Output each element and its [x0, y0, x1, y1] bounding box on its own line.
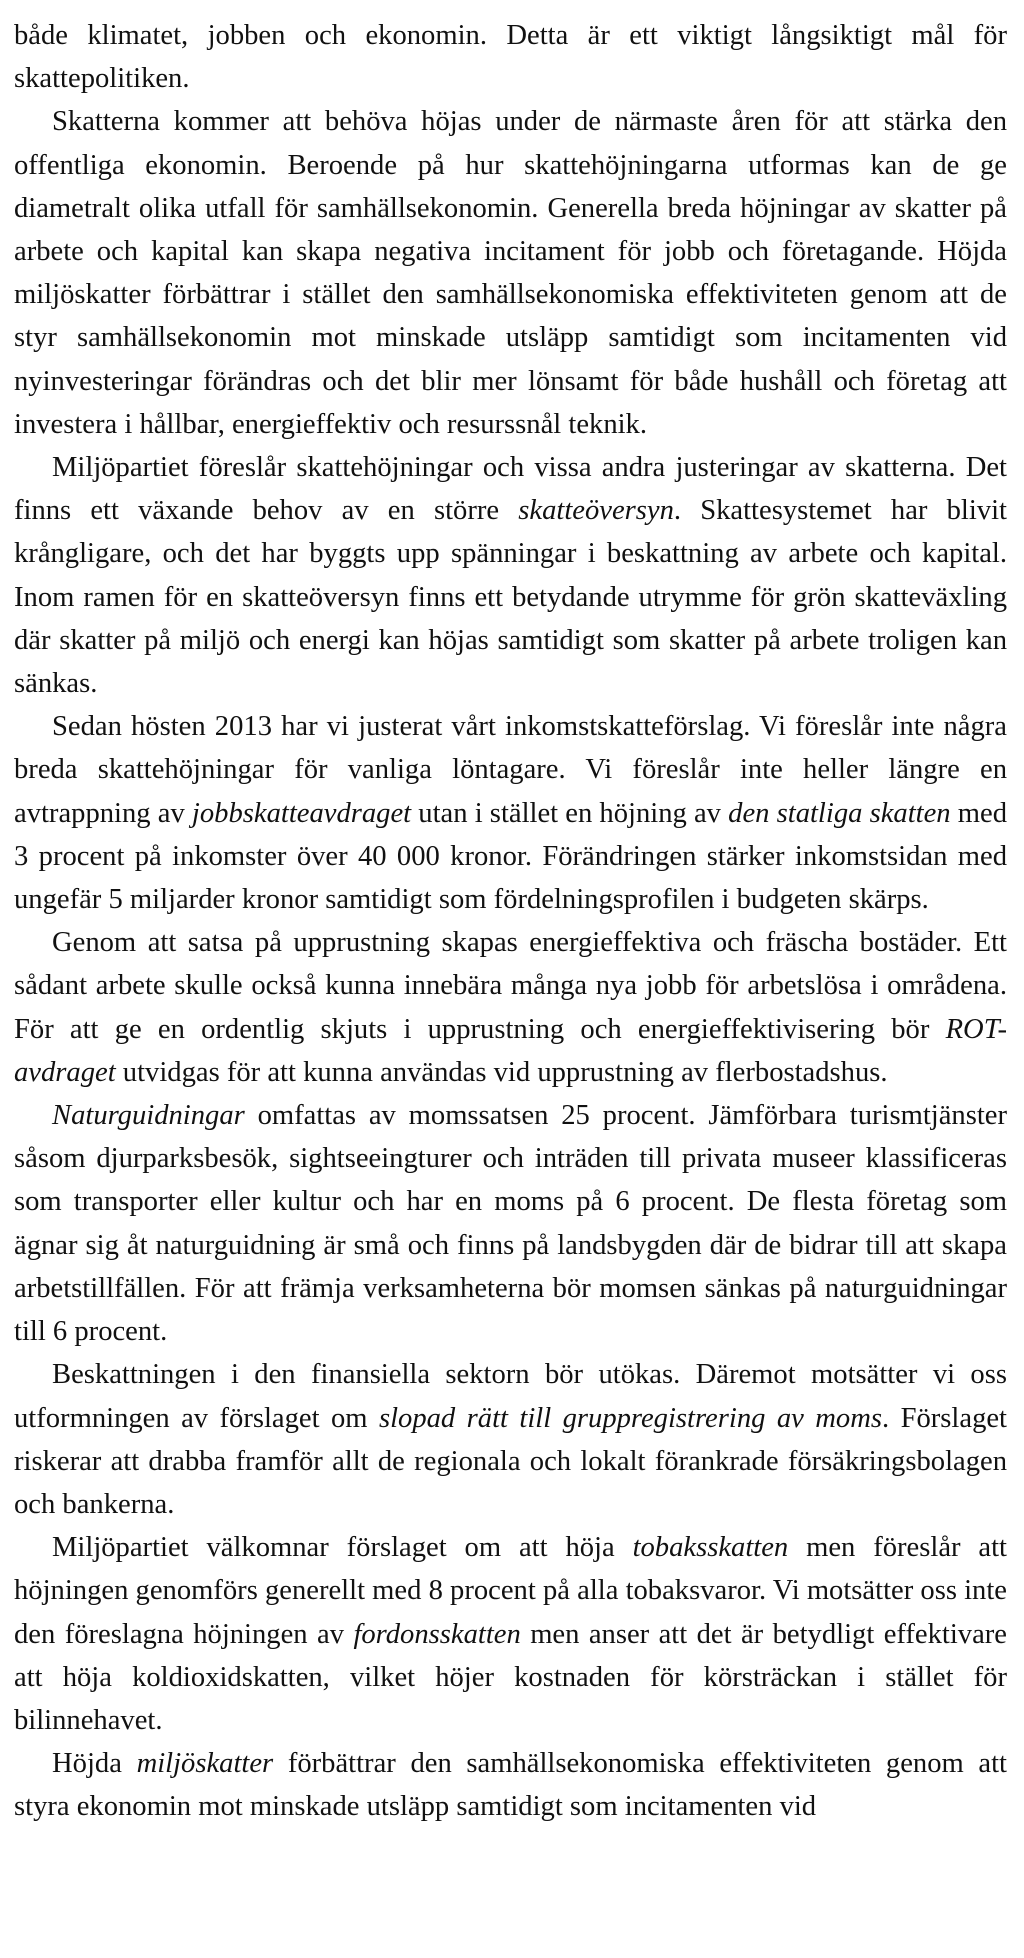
text-run: utvidgas för att kunna användas vid upprustning av flerbostadshus.	[115, 1056, 888, 1088]
text-run: . Förslaget riskerar att drabba framför allt de regionala och lokalt förankrade försäkringsbolagen och bankerna.	[14, 1402, 1007, 1520]
body-paragraph	[14, 1526, 1007, 1742]
text-run: både klimatet, jobben och ekonomin. Detta är ett viktigt långsiktigt mål för skattepolitiken.	[14, 20, 1007, 95]
italic-term: Naturguidningar	[52, 1100, 245, 1132]
text-run: Höjda	[52, 1748, 137, 1780]
text-run: Beskattningen i den finansiella sektorn bör utökas. Däremot motsätter vi oss utformningen av förslaget om	[14, 1359, 1007, 1434]
body-paragraph	[14, 1094, 1007, 1353]
italic-term: miljöskatter	[136, 1748, 274, 1780]
text-run: men anser att det är betydligt effektivare att höja koldioxidskatten, vilket höjer kostnaden för körsträckan i stället för bilinnehavet.	[14, 1618, 1007, 1736]
text-run: Genom att satsa på upprustning skapas energieffektiva och fräscha bostäder. Ett sådant arbete skulle också kunna innebära många nya jobb för arbetslösa i områdena. För att ge en ordentlig skjuts i upprustning och energieffektivisering bör	[14, 927, 1007, 1045]
body-paragraph	[14, 705, 1007, 921]
text-run: utan i stället en höjning av	[411, 797, 729, 829]
text-run: Miljöpartiet välkomnar förslaget om att höja	[52, 1532, 633, 1564]
italic-term: jobbskatteavdraget	[191, 797, 412, 829]
text-run: men föreslår att höjningen genomförs generellt med 8 procent på alla tobaksvaror. Vi motsätter oss inte den föreslagna höjningen av	[14, 1532, 1007, 1650]
italic-term: tobaksskatten	[632, 1532, 789, 1564]
text-run: omfattas av momssatsen 25 procent. Jämförbara turismtjänster såsom djurparksbesök, sightseeingturer och inträden till privata museer klassificeras som transporter eller kultur och har en moms på 6 procent. De flesta företag som ägnar sig åt naturguidning är små och finns på landsbygden där de bidrar till att skapa arbetstillfällen. För att främja verksamheterna bör momsen sänkas på naturguidningar till 6 procent.	[14, 1100, 1007, 1348]
italic-term: den statliga skatten	[728, 797, 951, 829]
body-paragraph	[14, 446, 1007, 705]
italic-term: fordonsskatten	[353, 1618, 521, 1650]
text-run: med 3 procent på inkomster över 40 000 kronor. Förändringen stärker inkomstsidan med ungefär 5 miljarder kronor samtidigt som fördelningsprofilen i budgeten skärps.	[14, 797, 1007, 916]
body-paragraph	[14, 921, 1007, 1094]
text-run: förbättrar den samhällsekonomiska effektiviteten genom att styra ekonomin mot minskade utsläpp samtidigt som incitamenten vid	[14, 1748, 1007, 1823]
italic-term: slopad rätt till gruppregistrering av moms	[378, 1402, 882, 1434]
text-run: . Skattesystemet har blivit krångligare, och det har byggts upp spänningar i beskattning av arbete och kapital. Inom ramen för en skatteöversyn finns ett betydande utrymme för grön skatteväxling där skatter på miljö och energi kan höjas samtidigt som skatter på arbete troligen kan sänkas.	[14, 495, 1007, 700]
text-run: Miljöpartiet föreslår skattehöjningar och vissa andra justeringar av skatterna. Det finns ett växande behov av en större	[14, 452, 1007, 527]
body-paragraph	[14, 14, 1007, 100]
italic-term: skatteöversyn	[518, 495, 674, 527]
body-paragraph	[14, 1353, 1007, 1526]
text-run: Sedan hösten 2013 har vi justerat vårt inkomstskatteförslag. Vi föreslår inte några breda skattehöjningar för vanliga löntagare. Vi föreslår inte heller längre en avtrappning av	[14, 711, 1007, 829]
body-paragraph	[14, 100, 1007, 446]
body-paragraph	[14, 1742, 1007, 1828]
text-run: Skatterna kommer att behöva höjas under de närmaste åren för att stärka den offentliga ekonomin. Beroende på hur skattehöjningarna utformas kan de ge diametralt olika utfall för samhällsekonomin. Generella breda höjningar av skatter på arbete och kapital kan skapa negativa incitament för jobb och företagande. Höjda miljöskatter förbättrar i stället den samhällsekonomiska effektiviteten genom att de styr samhällsekonomin mot minskade utsläpp samtidigt som incitamenten vid nyinvesteringar förändras och det blir mer lönsamt för både hushåll och företag att investera i hållbar, energieffektiv och resurssnål teknik.	[14, 106, 1007, 440]
italic-term: ROT-avdraget	[14, 1013, 1007, 1088]
